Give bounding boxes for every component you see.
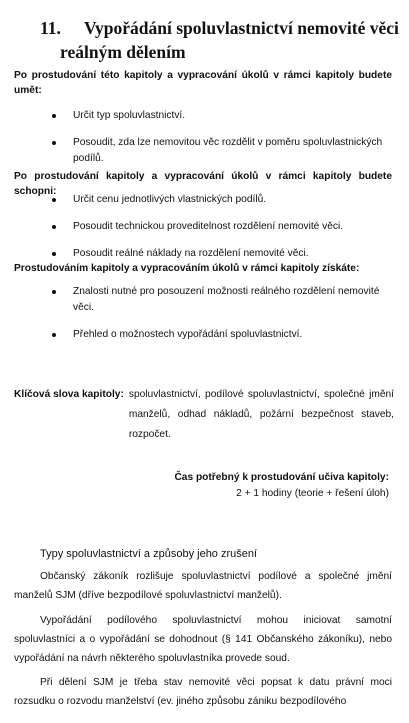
paragraph: Při dělení SJM je třeba stav nemovité věci popsat k datu právní moci rozsudku o rozvodu manželství (ev. jiného způsobu zániku bezpodílového bbox=[14, 677, 392, 707]
list-item: Posoudit, zda lze nemovitou věc rozdělit v poměru spoluvlastnických podílů. bbox=[0, 135, 409, 167]
bullet-icon bbox=[52, 141, 56, 145]
chapter-title-line2: reálným dělením bbox=[60, 42, 186, 62]
list-item: Určit typ spoluvlastnictví. bbox=[0, 108, 409, 124]
goals-heading: Po prostudování této kapitoly a vypracování úkolů v rámci kapitoly budete umět: bbox=[14, 70, 392, 96]
gains-heading: Prostudováním kapitoly a vypracováním úkolů v rámci kapitoly získáte: bbox=[14, 263, 360, 274]
section-heading: Typy spoluvlastnictví a způsoby jeho zrušení bbox=[40, 548, 258, 560]
bullet-icon bbox=[52, 198, 56, 202]
study-time-label: Čas potřebný k prostudování učiva kapitoly: bbox=[174, 472, 389, 483]
keywords-text: spoluvlastnictví, podílové spoluvlastnictví, společné jmění manželů, odhad nákladů, požární bezpečnost staveb, rozpočet. bbox=[128, 389, 394, 440]
keywords-block bbox=[14, 385, 394, 445]
goals-list bbox=[0, 108, 409, 178]
list-item: Určit cenu jednotlivých vlastnických podílů. bbox=[0, 192, 409, 208]
list-item: Posoudit technickou proveditelnost rozdělení nemovité věci. bbox=[0, 219, 409, 235]
chapter-title-line1: Vypořádání spoluvlastnictví nemovité věci bbox=[84, 18, 399, 38]
gains-list bbox=[0, 284, 409, 354]
bullet-icon bbox=[52, 290, 56, 294]
paragraph: Občanský zákoník rozlišuje spoluvlastnictví podílové a společné jmění manželů SJM (dříve bezpodílové spoluvlastnictví manželů). bbox=[14, 571, 392, 601]
bullet-icon bbox=[52, 114, 56, 118]
list-item: Přehled o možnostech vypořádání spoluvlastnictví. bbox=[0, 327, 409, 343]
bullet-icon bbox=[52, 225, 56, 229]
list-item: Znalosti nutné pro posouzení možnosti reálného rozdělení nemovité věci. bbox=[0, 284, 409, 316]
bullet-icon bbox=[52, 252, 56, 256]
paragraph: Vypořádání podílového spoluvlastnictví mohou iniciovat samotní spoluvlastníci a o vypořádání se dohodnout (§ 141 Občanského zákoníku), nebo vypořádání na návrh některého spoluvlastníka provede soud. bbox=[14, 615, 392, 664]
study-time-value: 2 + 1 hodiny (teorie + řešení úloh) bbox=[236, 488, 389, 499]
bullet-icon bbox=[52, 333, 56, 337]
chapter-number: 11. bbox=[40, 18, 61, 38]
study-time-block bbox=[174, 470, 389, 502]
list-item: Posoudit reálné náklady na rozdělení nemovité věci. bbox=[0, 246, 409, 262]
chapter-title bbox=[40, 16, 400, 64]
abilities-heading: Po prostudování kapitoly a vypracování úkolů v rámci kapitoly budete schopni: bbox=[14, 171, 392, 197]
keywords-label: Klíčová slova kapitoly: bbox=[14, 389, 124, 400]
